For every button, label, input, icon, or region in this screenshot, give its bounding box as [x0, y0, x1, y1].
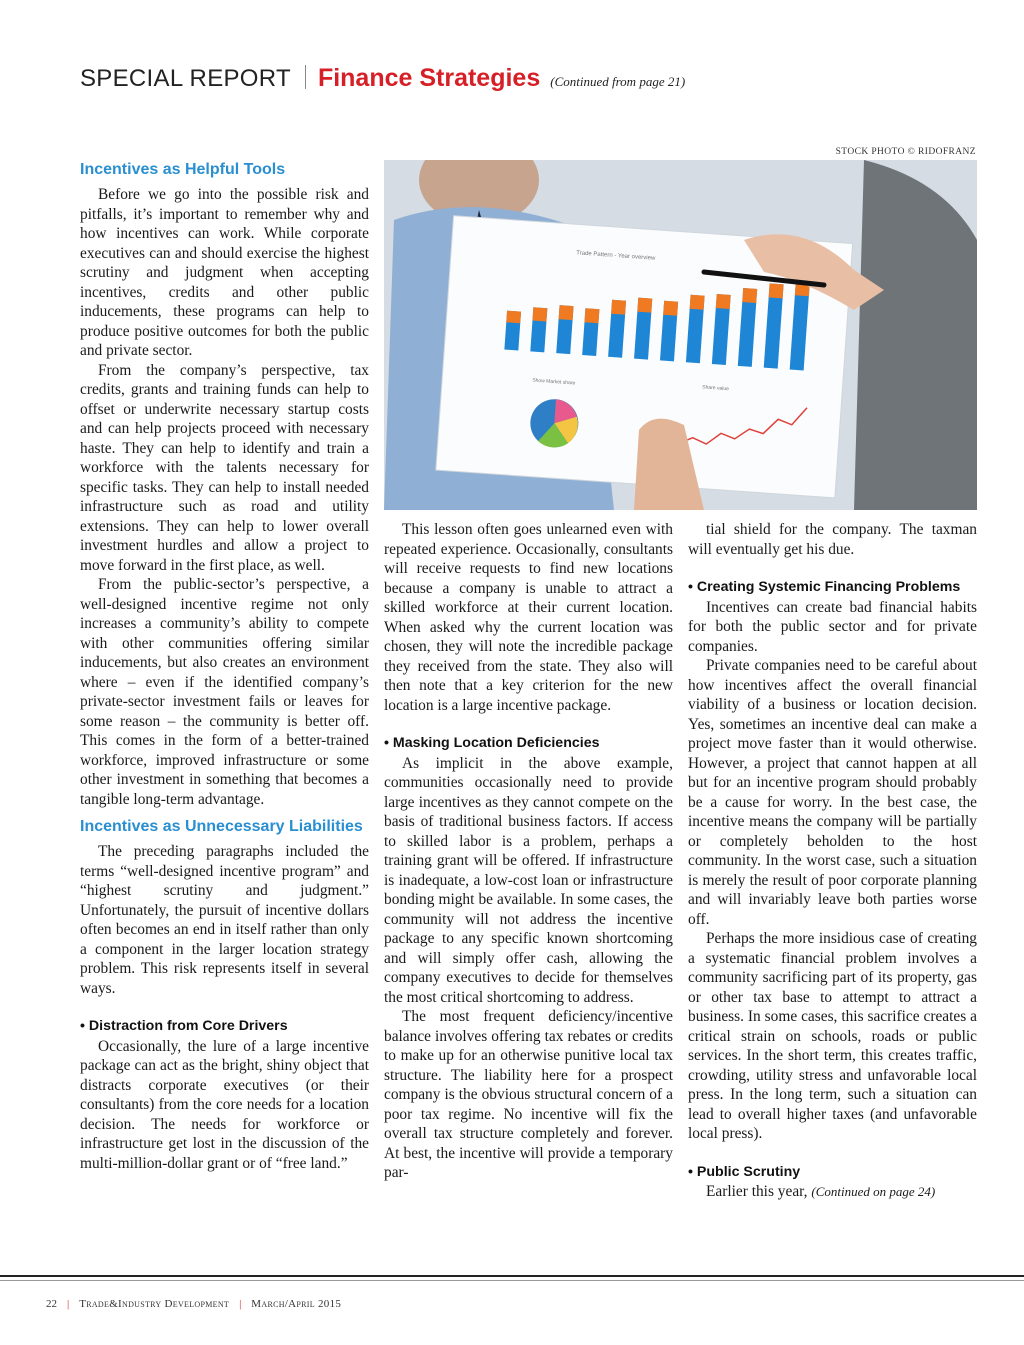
page-footer [46, 1298, 341, 1310]
paragraph: tial shield for the company. The taxman will eventually get his due. [688, 521, 977, 558]
paragraph: From the public-sector’s perspective, a well-designed incentive regime not only increases a community’s ability to compete with other communities offering similar inducements, but also creates an environment where – even if the identified company’s private-sector investment fails or leaves for some reason – the community is better off. This comes in the form of a better-trained workforce, improved infrastructure or some other investment in something that becomes a tangible long-term advantage. [80, 576, 369, 808]
paragraph: Perhaps the more insidious case of creating a systematic financial problem involves a community sacrificing part of its property, gas or other tax base to attempt to attract a business. In some cases, this sacrifice creates a critical strain on schools, roads or public services. In the short term, this creates traffic, crowding, utility stress and unfavorable local press. In the long term, such a situation can lead to overall higher taxes (and unfavorable local press). [688, 930, 977, 1142]
photo-bar-cap [637, 298, 652, 313]
photo-bar-cap [742, 288, 757, 303]
paragraph: From the company’s perspective, tax credits, grants and training funds can help to offset or underwrite necessary startup costs and can help projects proceed with necessary haste. They can help to identify and train a workforce with the talents necessary for specific tasks. They can help to install needed infrastructure such as road and utility extensions. They can help to lower overall investment hurdles and allow a project to move forward in the first place, as well. [80, 361, 369, 574]
page-header [80, 64, 960, 98]
photo-bar-cap [506, 311, 521, 324]
column-1 [80, 158, 369, 1173]
section-label: SPECIAL REPORT [80, 65, 291, 92]
subheading-distraction: • Distraction from Core Drivers [80, 1018, 288, 1034]
paragraph: The most frequent deficiency/incentive balance involves offering tax rebates or credits to make up for an otherwise punitive local tax structure. The liability here for a prospect company is the obvious structural concern of a poor tax regime. No incentive will fix the overall tax structure completely and forever. At best, the incentive will provide a temporary par- [384, 1008, 673, 1181]
photo-bar-cap [584, 308, 599, 323]
issue-date: March/April 2015 [251, 1298, 342, 1310]
stock-photo [384, 160, 977, 510]
line-title: Share value [701, 384, 730, 393]
section-title: Finance Strategies [317, 64, 541, 92]
footer-rule [0, 1275, 1024, 1277]
paragraph: Before we go into the possible risk and pitfalls, it’s important to remember why and how incentives can work. While corporate executives can and should exercise the highest scrutiny and judgment when accepting incentives, credits and other public inducements, these programs can help to produce positive outcomes for both the public and private sector. [80, 186, 369, 359]
column-3 [688, 520, 977, 1202]
photo-bar-cap [769, 283, 784, 298]
paragraph-text: Earlier this year, [706, 1183, 808, 1200]
paragraph: Private companies need to be careful about how incentives affect the overall financial viability of a business or location decision. Yes, sometimes an incentive deal can make a project move faster than it would otherwise. However, a project that cannot happen at all but for an incentive program should probably be a cause for worry. In the best case, the incentive means the company will be partially or completely beholden to the host community. In the worst case, such a situation is merely the result of poor corporate planning and will invariably leave both parties worse off. [688, 657, 977, 928]
photo-illustration [384, 160, 977, 510]
paragraph: Incentives can create bad financial habits for both the public sector and for private companies. [688, 598, 977, 655]
subheading-public-scrutiny: • Public Scrutiny [688, 1163, 801, 1180]
continued-note: (Continued on page 24) [811, 1184, 936, 1199]
paragraph: Occasionally, the lure of a large incentive package can act as the bright, shiny object that distracts corporate executives (or their consultants) from the core needs for a location decision. The needs for workforce or infrastructure get lost in the discussion of the multi-million-dollar grant or of “free land.” [80, 1037, 369, 1172]
heading-unnecessary-liabilities: Incentives as Unnecessary Liabilities [80, 818, 363, 835]
paragraph-final [688, 1182, 977, 1202]
footer-separator: | [67, 1298, 70, 1310]
footer-rule-thin [0, 1280, 1024, 1281]
photo-bar-cap [611, 300, 626, 315]
photo-bar-cap [559, 305, 574, 320]
page-number: 22 [46, 1298, 57, 1310]
paragraph: The preceding paragraphs included the terms “well-designed incentive program” and “highest scrutiny and judgment.” Unfortunately, the pursuit of incentive dollars often becomes an end in itself rather than only a component in the larger location strategy problem. This risk represents itself in several ways. [80, 843, 369, 997]
photo-bar-cap [716, 294, 731, 309]
photo-credit: STOCK PHOTO © RIDOFRANZ [835, 147, 976, 157]
paragraph: As implicit in the above example, communities occasionally need to provide large incentives as they cannot compete on the basis of traditional business factors. If access to skilled labor is a problem, perhaps a training grant will be offered. If infrastructure is inadequate, a low-cost loan or infrastructure bonding might be available. In some cases, the community will not address the incentive package to any specific known shortcoming and will simply offer cash, allowing the company executives to decide for themselves the most critical shortcoming to address. [384, 754, 673, 1006]
publication-name: Trade&Industry Development [79, 1298, 230, 1310]
photo-bar-cap [663, 301, 678, 316]
continued-note: (Continued from page 21) [550, 74, 686, 89]
subheading-masking: • Masking Location Deficiencies [384, 735, 600, 751]
pie-title: Show Market share [532, 377, 576, 387]
paragraph: This lesson often goes unlearned even with repeated experience. Occasionally, consultants will receive requests to find new locations because a company is unable to attract a skilled workforce at their current location. When asked why the current location was chosen, they will note the incredible package they received from the state. They also will then note that a key criterion for the new location is a large incentive package. [384, 521, 673, 714]
footer-separator: | [239, 1298, 242, 1310]
column-2 [384, 520, 673, 1183]
heading-helpful-tools: Incentives as Helpful Tools [80, 161, 286, 178]
header-divider [305, 65, 306, 89]
photo-bar-cap [690, 295, 705, 310]
photo-bar-cap [532, 307, 547, 321]
subheading-systemic: • Creating Systemic Financing Problems [688, 579, 961, 595]
document-title: Trade Pattern - Year overview [576, 250, 656, 262]
